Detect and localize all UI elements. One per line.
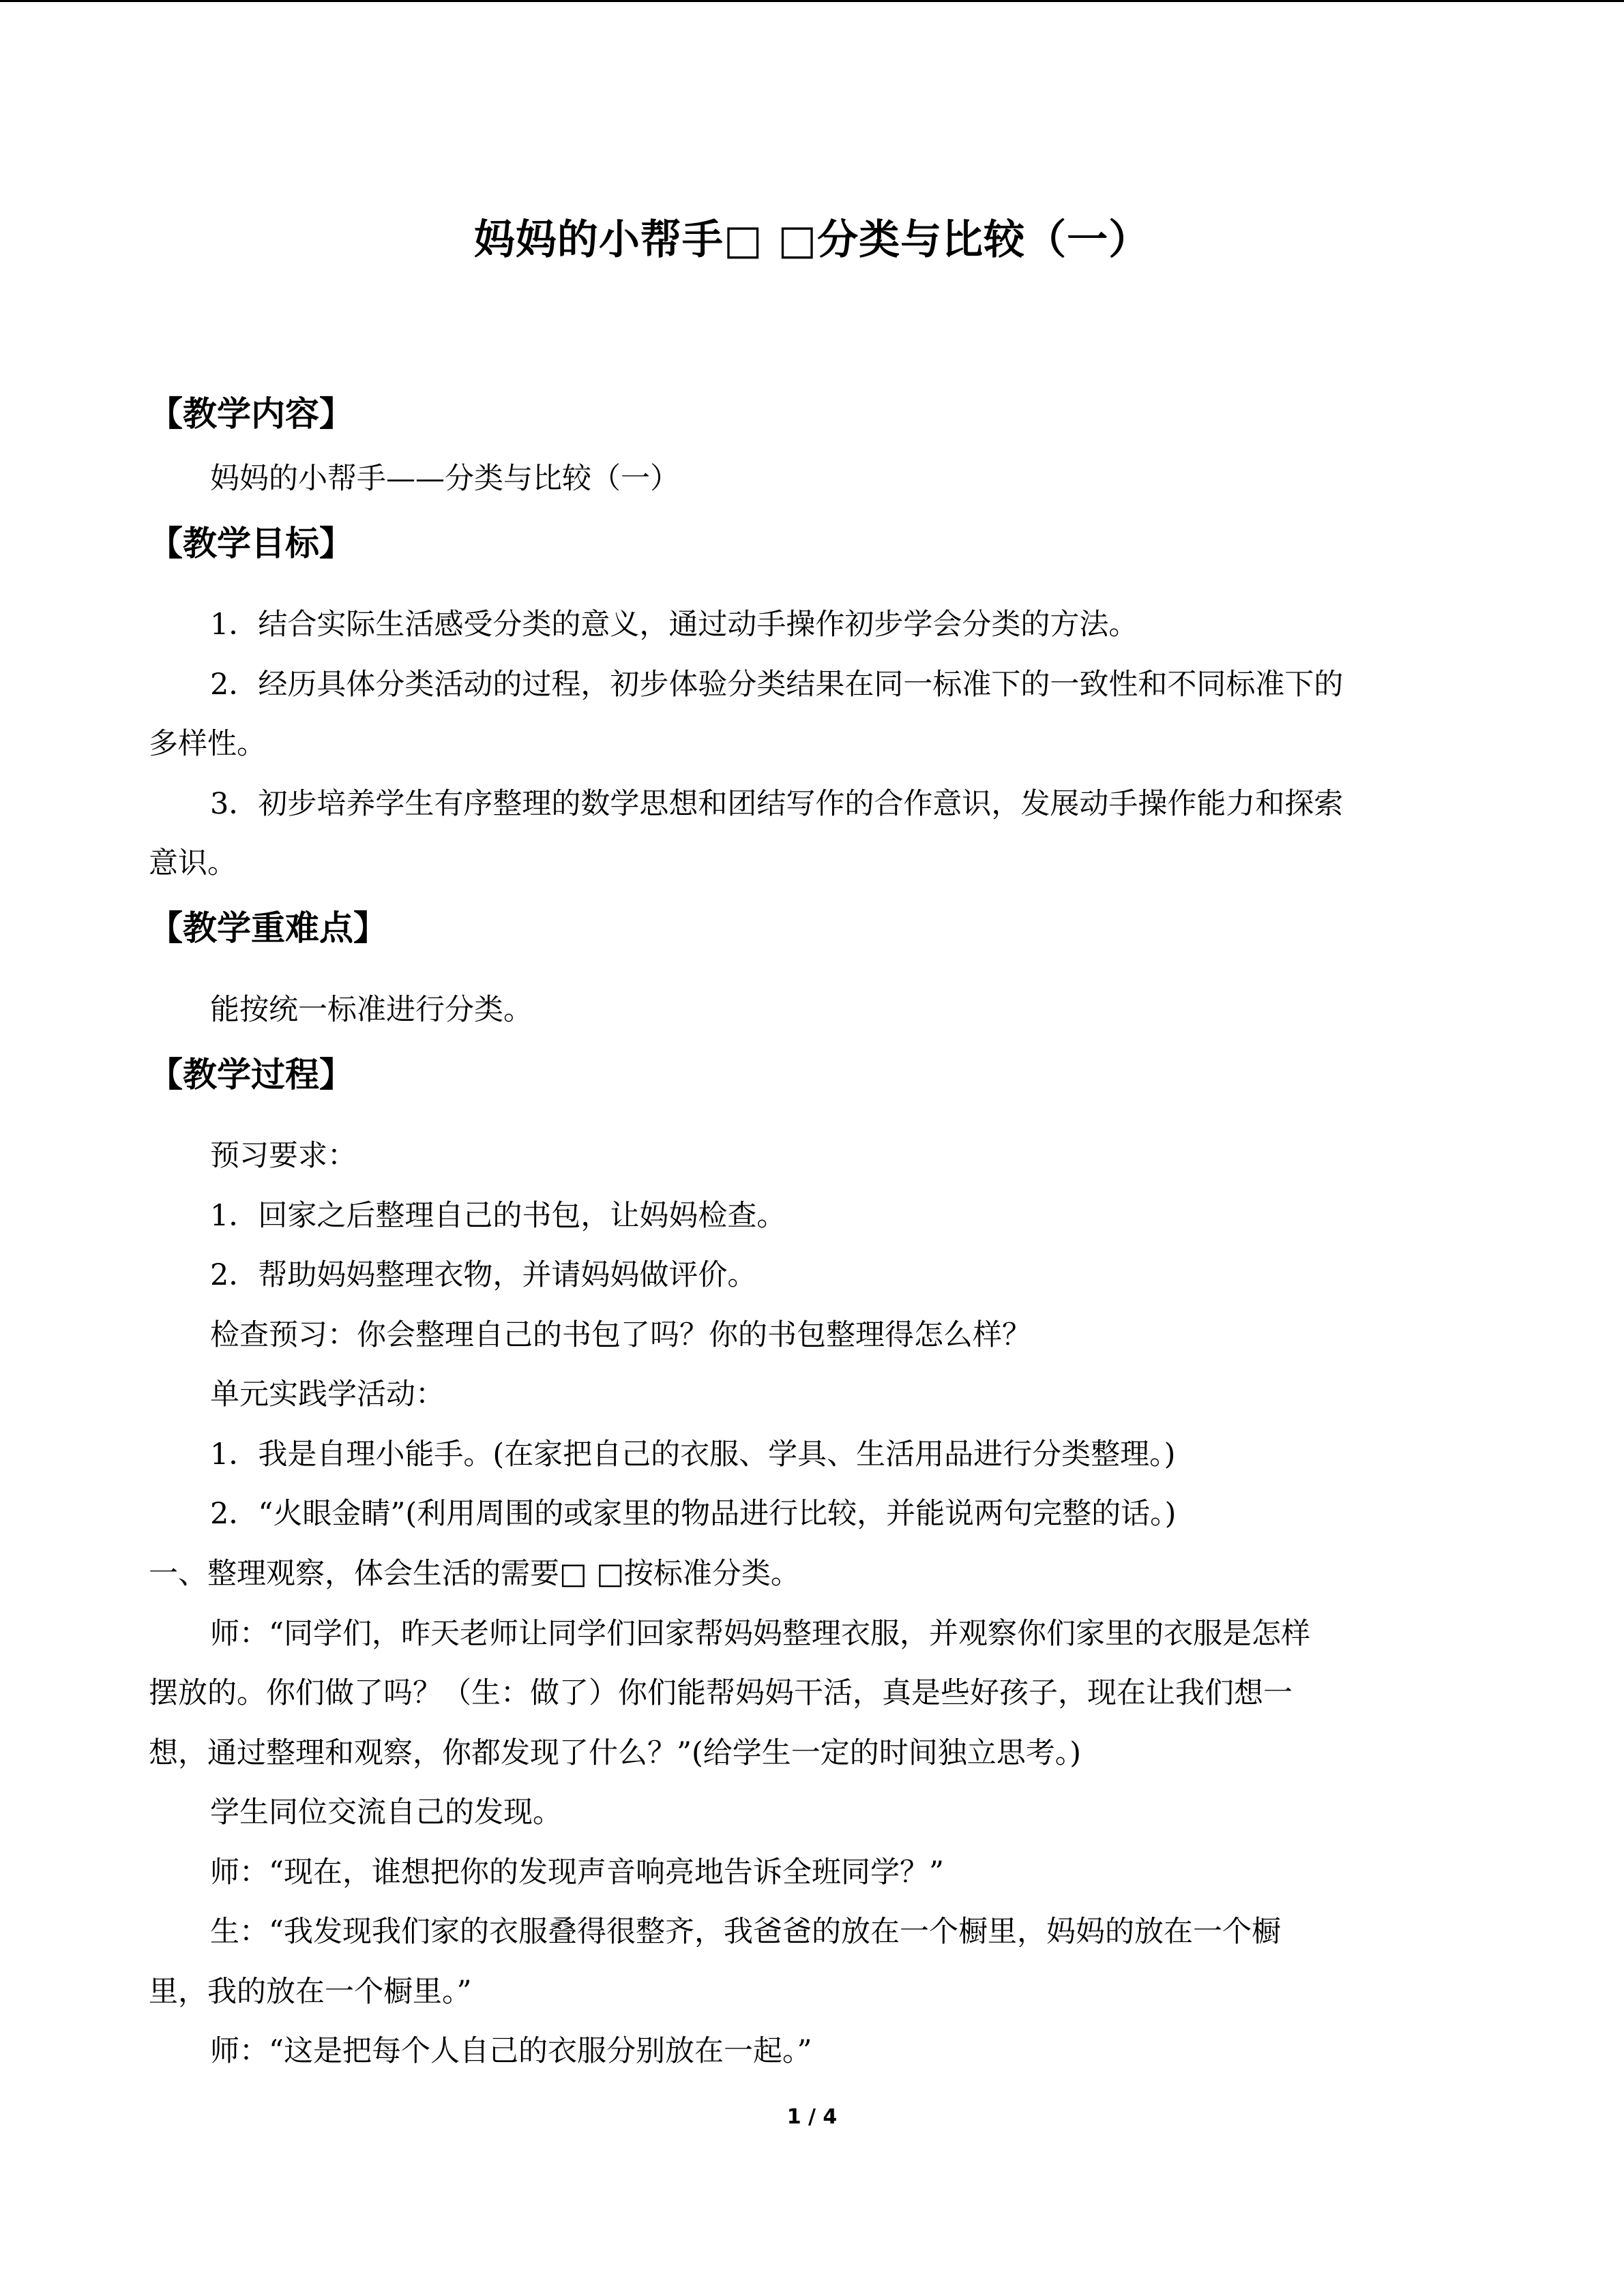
key-points-text: 能按统一标准进行分类。 xyxy=(210,993,533,1027)
process-line: 2．帮助妈妈整理衣物，并请妈妈做评价。 xyxy=(210,1258,757,1292)
process-line: 预习要求： xyxy=(210,1139,357,1173)
process-line: 1．我是自理小能手。(在家把自己的衣服、学具、生活用品进行分类整理。) xyxy=(210,1437,1176,1472)
process-line: 师：“这是把每个人自己的衣服分别放在一起。” xyxy=(210,2034,812,2068)
process-line: 想，通过整理和观察，你都发现了什么？”(给学生一定的时间独立思考。) xyxy=(149,1736,1082,1770)
content-text: 妈妈的小帮手——分类与比较（一） xyxy=(210,462,679,496)
process-line: 检查预习：你会整理自己的书包了吗？你的书包整理得怎么样？ xyxy=(210,1318,1031,1352)
goal-line: 3．初步培养学生有序整理的数学思想和团结写作的合作意识，发展动手操作能力和探索 xyxy=(210,787,1344,821)
process-line: 1．回家之后整理自己的书包，让妈妈检查。 xyxy=(210,1199,786,1233)
goal-line: 1．结合实际生活感受分类的意义，通过动手操作初步学会分类的方法。 xyxy=(210,608,1138,642)
section-heading-goals: 【教学目标】 xyxy=(149,524,353,563)
process-line: 师：“现在，谁想把你的发现声音响亮地告诉全班同学？” xyxy=(210,1855,944,1890)
section-heading-process: 【教学过程】 xyxy=(149,1055,353,1094)
page-number: 1 / 4 xyxy=(786,2105,838,2129)
process-line: 师：“同学们，昨天老师让同学们回家帮妈妈整理衣服，并观察你们家里的衣服是怎样 xyxy=(210,1617,1310,1651)
process-line: 里，我的放在一个橱里。” xyxy=(149,1975,472,2009)
process-line: 单元实践学活动： xyxy=(210,1377,445,1412)
section-heading-content: 【教学内容】 xyxy=(149,394,353,434)
section-heading-key-points: 【教学重难点】 xyxy=(149,908,387,948)
process-subheading: 一、整理观察，体会生活的需要□ □按标准分类。 xyxy=(149,1557,800,1591)
goal-line: 2．经历具体分类活动的过程，初步体验分类结果在同一标准下的一致性和不同标准下的 xyxy=(210,668,1344,702)
process-line: 2．“火眼金睛”(利用周围的或家里的物品进行比较，并能说两句完整的话。) xyxy=(210,1497,1177,1531)
goal-line: 意识。 xyxy=(149,846,237,880)
process-line: 生：“我发现我们家的衣服叠得很整齐，我爸爸的放在一个橱里，妈妈的放在一个橱 xyxy=(210,1915,1281,1949)
process-line: 学生同位交流自己的发现。 xyxy=(210,1795,562,1830)
goal-line: 多样性。 xyxy=(149,727,266,761)
process-line: 摆放的。你们做了吗？（生：做了）你们能帮妈妈干活，真是些好孩子，现在让我们想一 xyxy=(149,1676,1293,1710)
document-title: 妈妈的小帮手□ □分类与比较（一） xyxy=(473,216,1151,264)
top-border-line xyxy=(0,0,1624,2)
